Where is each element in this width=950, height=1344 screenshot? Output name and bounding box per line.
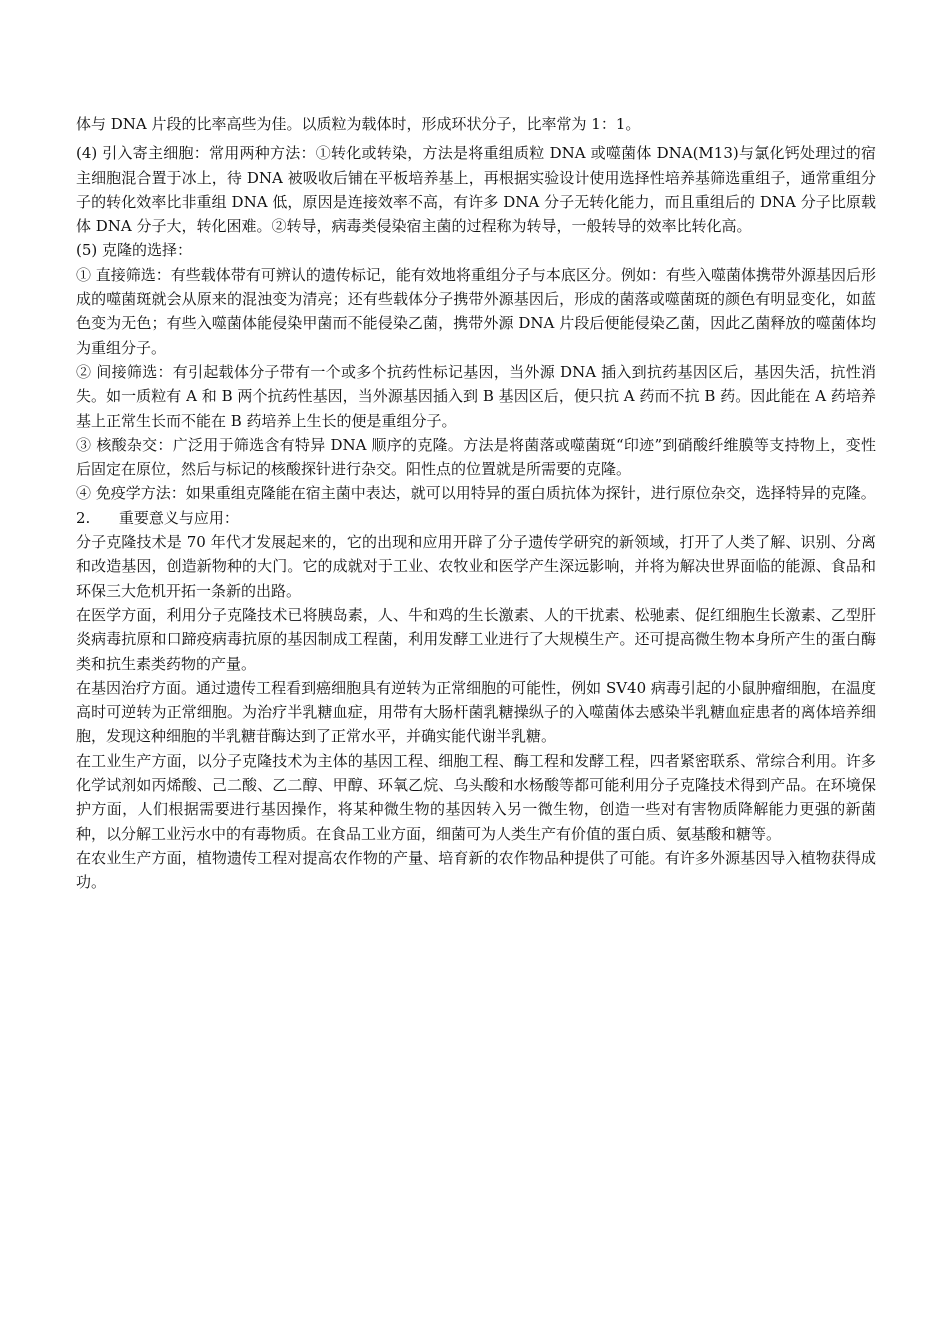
paragraph-immunological-method: ④ 免疫学方法：如果重组克隆能在宿主菌中表达，就可以用特异的蛋白质抗体为探针，进行原位杂交，选择特异的克隆。 bbox=[76, 484, 876, 503]
heading-significance-applications: 2. 重要意义与应用： bbox=[76, 508, 239, 527]
paragraph-direct-screening: ① 直接筛选：有些载体带有可辨认的遗传标记，能有效地将重组分子与本底区分。例如：有些入噬菌体携带外源基因后形成的噬菌斑就会从原来的混浊变为清亮；还有些载体分子携带外源基因后，形成的菌落或噬菌斑的颜色有明显变化，如蓝色变为无色；有些入噬菌体能侵染甲菌而不能侵染乙菌，携带外源 DNA 片段后便能侵染乙菌，因此乙菌释放的噬菌体均为重组分子。 bbox=[76, 265, 876, 357]
document-page bbox=[76, 112, 876, 895]
paragraph-industry: 在工业生产方面，以分子克隆技术为主体的基因工程、细胞工程、酶工程和发酵工程，四者紧密联系、常综合利用。许多化学试剂如丙烯酸、己二酸、乙二醇、甲醇、环氧乙烷、乌头酸和水杨酸等都可能利用分子克隆技术得到产品。在环境保护方面，人们根据需要进行基因操作，将某种微生物的基因转入另一微生物，创造一些对有害物质降解能力更强的新菌种，以分解工业污水中的有毒物质。在食品工业方面，细菌可为人类生产有价值的蛋白质、氨基酸和糖等。 bbox=[76, 751, 876, 843]
paragraph-indirect-screening: ② 间接筛选：有引起载体分子带有一个或多个抗药性标记基因，当外源 DNA 插入到抗药基因区后，基因失活，抗性消失。如一质粒有 A 和 B 两个抗药性基因，当外源基因插入到 B 基因区后，便只抗 A 药而不抗 B 药。因此能在 A 药培养基上正常生长而不能在 B 药培养上生长的便是重组分子。 bbox=[76, 362, 876, 430]
paragraph-agriculture: 在农业生产方面，植物遗传工程对提高农作物的产量、培育新的农作物品种提供了可能。有许多外源基因导入植物获得成功。 bbox=[76, 848, 876, 892]
paragraph-molecular-cloning-intro: 分子克隆技术是 70 年代才发展起来的，它的出现和应用开辟了分子遗传学研究的新领域，打开了人类了解、识别、分离和改造基因，创造新物种的大门。它的成就对于工业、农牧业和医学产生深远影响，并将为解决世界面临的能源、食品和环保三大危机开拓一条新的出路。 bbox=[76, 533, 876, 600]
paragraph-nucleic-acid-hybridization: ③ 核酸杂交：广泛用于筛选含有特异 DNA 顺序的克隆。方法是将菌落或噬菌斑“印迹”到硝酸纤维膜等支持物上，变性后固定在原位，然后与标记的核酸探针进行杂交。阳性点的位置就是所需要的克隆。 bbox=[76, 435, 876, 479]
paragraph-medicine: 在医学方面，利用分子克隆技术已将胰岛素，人、牛和鸡的生长激素、人的干扰素、松驰素、促红细胞生长激素、乙型肝炎病毒抗原和口蹄疫病毒抗原的基因制成工程菌，利用发酵工业进行了大规模生产。还可提高微生物本身所产生的蛋白酶类和抗生素类药物的产量。 bbox=[76, 605, 876, 673]
heading-clone-selection: (5) 克隆的选择： bbox=[76, 241, 193, 260]
paragraph-introduce-host-cells: (4) 引入寄主细胞：常用两种方法：①转化或转染，方法是将重组质粒 DNA 或噬菌体 DNA(M13)与氯化钙处理过的宿主细胞混合置于冰上，待 DNA 被吸收后铺在平板培养基上，再根据实验设计使用选择性培养基筛选重组子，通常重组分子的转化效率比非重组 DNA 低，原因是连接效率不高，有许多 DNA 分子无转化能力，而且重组后的 DNA 分子比原载体 DNA 分子大，转化困难。②转导，病毒类侵染宿主菌的过程称为转导，一般转导的效率比转化高。 bbox=[76, 144, 876, 236]
paragraph-gene-therapy: 在基因治疗方面。通过遗传工程看到癌细胞具有逆转为正常细胞的可能性，例如 SV40 病毒引起的小鼠肿瘤细胞，在温度高时可逆转为正常细胞。为治疗半乳糖血症，用带有大肠杆菌乳糖操纵子的入噬菌体去感染半乳糖血症患者的离体培养细胞，发现这种细胞的半乳糖苷酶达到了正常水平，并确实能代谢半乳糖。 bbox=[76, 678, 876, 746]
paragraph-vector-ratio: 体与 DNA 片段的比率高些为佳。以质粒为载体时，形成环状分子，比率常为 1：1。 bbox=[76, 115, 641, 133]
